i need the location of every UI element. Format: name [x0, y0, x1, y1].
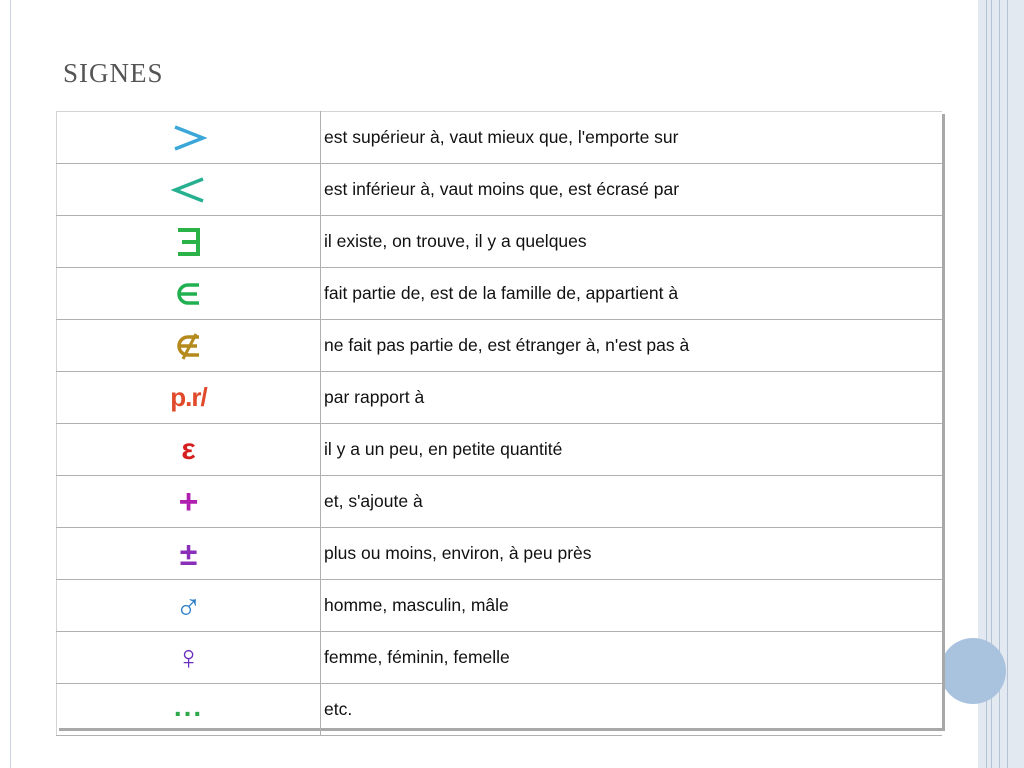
table-row [57, 268, 943, 320]
not-element-of-icon [174, 337, 204, 354]
table-row [57, 320, 943, 372]
row-description: est supérieur à, vaut mieux que, l'emporte sur [321, 112, 943, 164]
table-row [57, 476, 943, 528]
slide-title: SIGNES [63, 58, 164, 88]
row-description: ne fait pas partie de, est étranger à, n'est pas à [321, 320, 943, 372]
row-description: il existe, on trouve, il y a quelques [321, 216, 943, 268]
epsilon-icon: ε [181, 432, 196, 466]
table-row [57, 164, 943, 216]
greater-than-icon [171, 129, 207, 146]
row-description: par rapport à [321, 372, 943, 424]
plus-icon: + [178, 482, 199, 521]
table-row [57, 372, 943, 424]
row-description: homme, masculin, mâle [321, 580, 943, 632]
decorative-circle [940, 638, 1006, 704]
slide-left-border [0, 0, 11, 768]
ellipsis-icon: ... [173, 690, 204, 722]
there-exists-icon [174, 233, 204, 250]
table-row [57, 112, 943, 164]
table-row [57, 632, 943, 684]
row-description: il y a un peu, en petite quantité [321, 424, 943, 476]
table-row [57, 684, 943, 736]
row-description: fait partie de, est de la famille de, appartient à [321, 268, 943, 320]
element-of-icon [175, 285, 203, 302]
less-than-icon [171, 181, 207, 198]
table-row [57, 580, 943, 632]
row-description: plus ou moins, environ, à peu près [321, 528, 943, 580]
table-row [57, 424, 943, 476]
row-description: femme, féminin, femelle [321, 632, 943, 684]
plus-minus-icon: ± [179, 535, 198, 572]
row-description: etc. [321, 684, 943, 736]
male-icon: ♂ [175, 584, 202, 626]
female-icon: ♀ [175, 638, 202, 677]
table-row [57, 528, 943, 580]
row-description: et, s'ajoute à [321, 476, 943, 528]
table-row [57, 216, 943, 268]
par-rapport-icon: p.r/ [170, 382, 207, 412]
row-description: est inférieur à, vaut moins que, est écrasé par [321, 164, 943, 216]
signs-table [56, 111, 942, 728]
